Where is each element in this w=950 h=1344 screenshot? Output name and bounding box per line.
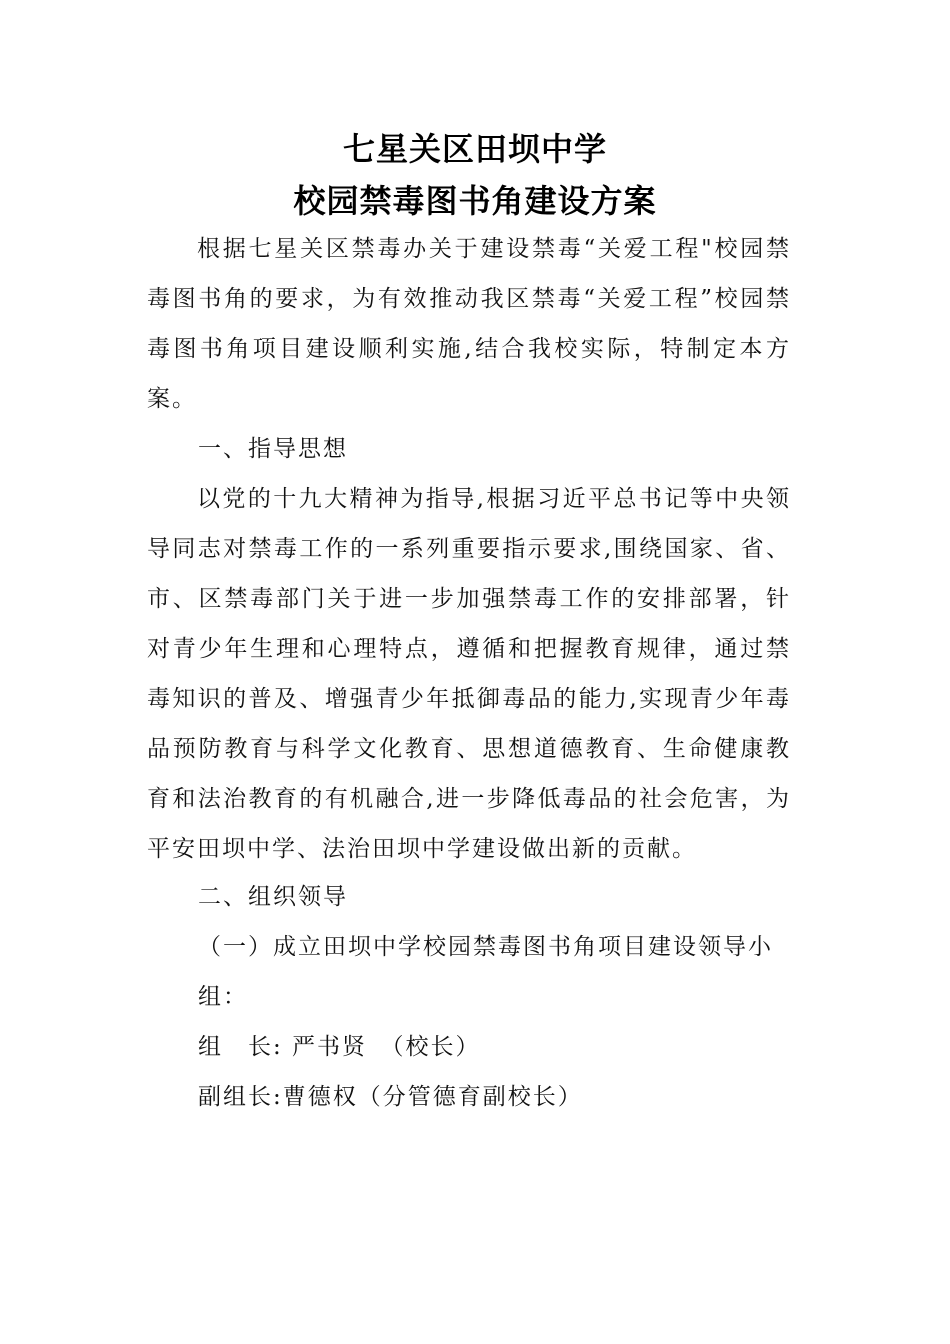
section1-paragraph: 以党的十九大精神为指导,根据习近平总书记等中央领导同志对禁毒工作的一系列重要指示要求,围绕国家、省、市、区禁毒部门关于进一步加强禁毒工作的安排部署，针对青少年生理和心理特点，遵循和把握教育规律，通过禁毒知识的普及、增强青少年抵御毒品的能力,实现青少年毒品预防教育与科学文化教育、思想道德教育、生命健康教育和法治教育的有机融合,进一步降低毒品的社会危害，为平安田坝中学、法治田坝中学建设做出新的贡献。 <box>147 486 791 862</box>
document-title-line2: 校园禁毒图书角建设方案 <box>293 182 657 220</box>
intro-paragraph: 根据七星关区禁毒办关于建设禁毒“关爱工程"校园禁毒图书角的要求，为有效推动我区禁毒“关爱工程”校园禁毒图书角项目建设顺利实施,结合我校实际，特制定本方案。 <box>147 236 791 412</box>
leader-line: 组 长: 严书贤 （校长） <box>198 1034 481 1060</box>
subsection1-heading-line2: 组： <box>198 984 248 1010</box>
deputy-leader-line: 副组长:曹德权（分管德育副校长） <box>198 1084 583 1110</box>
section2-heading: 二、组织领导 <box>198 884 348 910</box>
document-title-line1: 七星关区田坝中学 <box>342 130 607 168</box>
subsection1-heading-line1: （一）成立田坝中学校园禁毒图书角项目建设领导小 <box>198 934 773 960</box>
section1-heading: 一、指导思想 <box>198 436 348 462</box>
